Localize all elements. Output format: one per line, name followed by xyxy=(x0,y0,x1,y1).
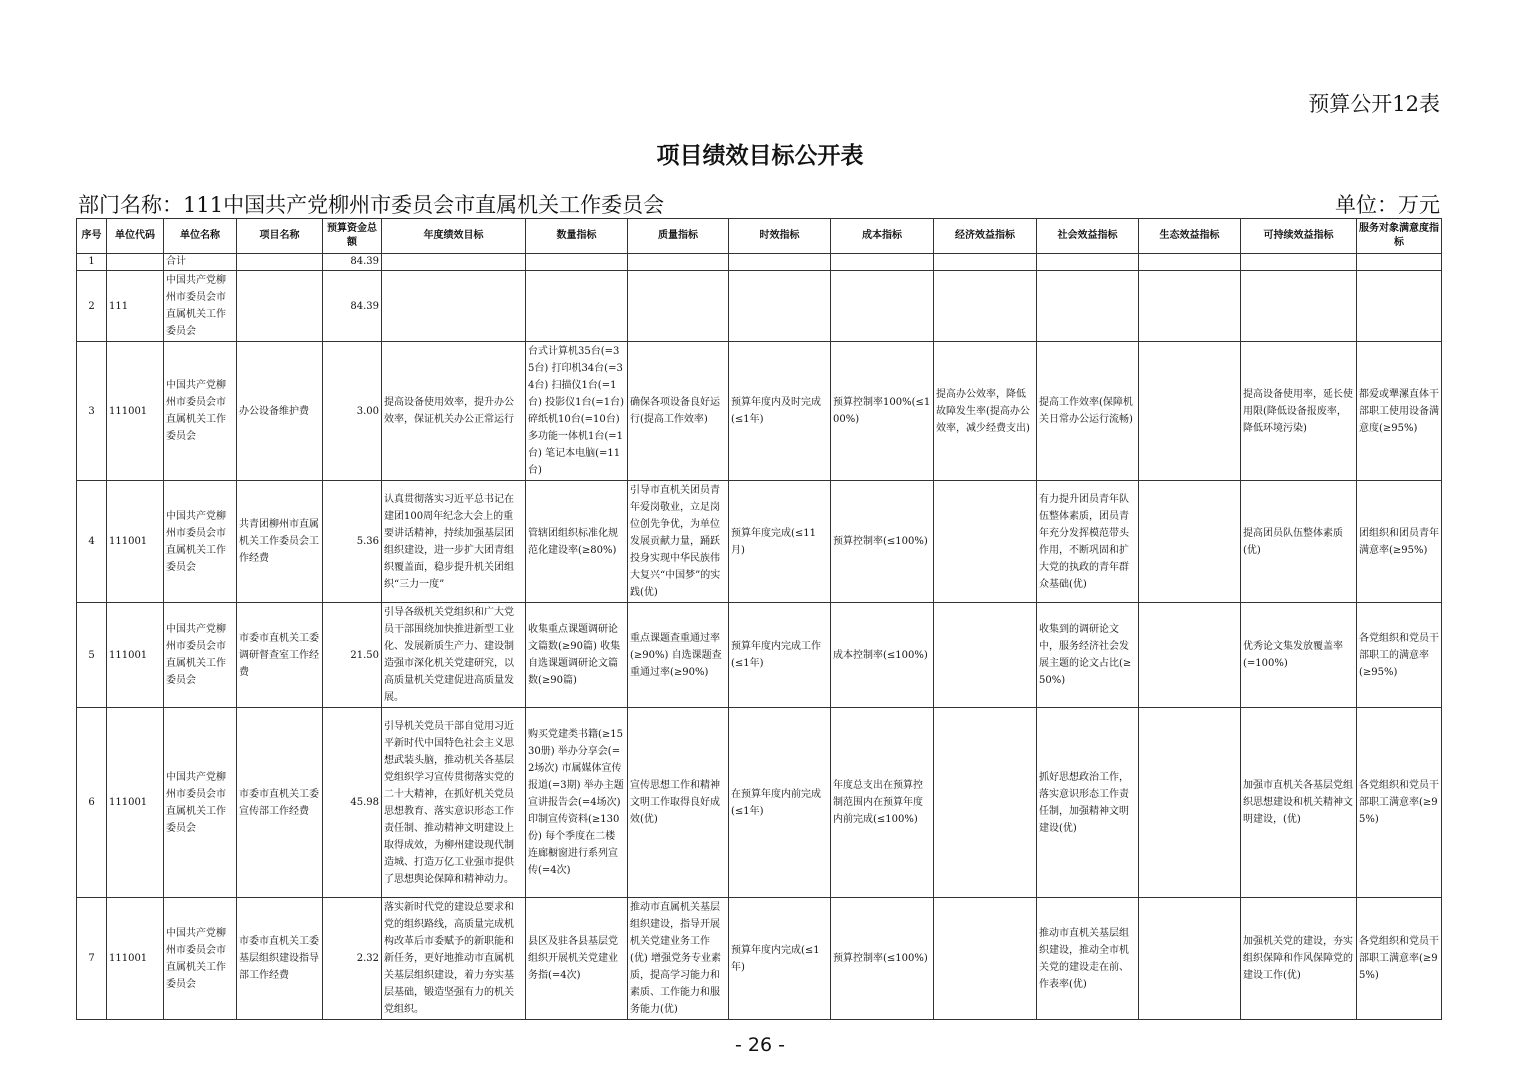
cell-quantity: 收集重点课题调研论文篇数(≥90篇) 收集自选课题调研论文篇数(≥90篇) xyxy=(526,603,628,708)
cell-cost: 成本控制率(≤100%) xyxy=(831,603,934,708)
cell-no: 4 xyxy=(77,481,107,603)
cell-sustainable: 加强市直机关各基层党组织思想建设和机关精神文明建设，(优) xyxy=(1241,708,1357,898)
cell-satisfaction: 各党组织和党员干部职工的满意率(≥95%) xyxy=(1357,603,1442,708)
cell-quantity: 县区及驻各县基层党组织开展机关党建业务指(=4次) xyxy=(526,898,628,1020)
cell-cost: 年度总支出在预算控制范围内在预算年度内前完成(≤100%) xyxy=(831,708,934,898)
cell-no: 2 xyxy=(77,271,107,342)
cell-no: 7 xyxy=(77,898,107,1020)
cell-unit-name: 中国共产党柳州市委员会市直属机关工作委员会 xyxy=(164,481,237,603)
cell-unit-name: 中国共产党柳州市委员会市直属机关工作委员会 xyxy=(164,898,237,1020)
table-row xyxy=(77,254,1442,271)
cell-timeliness: 预算年度内及时完成(≤1年) xyxy=(729,342,831,481)
cell-quantity: 管辖团组织标准化规范化建设率(≥80%) xyxy=(526,481,628,603)
cell-budget: 3.00 xyxy=(323,342,382,481)
cell-project-name: 市委市直机关工委调研督查室工作经费 xyxy=(237,603,323,708)
cell-timeliness: 预算年度内完成工作(≤1年) xyxy=(729,603,831,708)
cell-project-name: 市委市直机关工委基层组织建设指导部工作经费 xyxy=(237,898,323,1020)
column-header: 年度绩效目标 xyxy=(382,219,526,254)
cell-project-name xyxy=(237,254,323,271)
column-header: 单位代码 xyxy=(107,219,164,254)
column-header: 数量指标 xyxy=(526,219,628,254)
cell-quantity: 购买党建类书籍(≥1530册) 举办分享会(=2场次) 市属媒体宣传报道(=3期) 举办主题宣讲报告会(=4场次) 印制宣传资料(≥130份) 每个季度在二楼连廊橱窗进行系列宣传(=4次) xyxy=(526,708,628,898)
cell-social: 抓好思想政治工作，落实意识形态工作责任制，加强精神文明建设(优) xyxy=(1037,708,1139,898)
cell-satisfaction: 各党组织和党员干部职工满意率(≥95%) xyxy=(1357,898,1442,1020)
page-number: - 26 - xyxy=(735,1034,785,1056)
cell-annual-goal: 落实新时代党的建设总要求和党的组织路线，高质量完成机构改革后市委赋予的新职能和新任务，更好地推动市直属机关基层组织建设，着力夯实基层基础，锻造坚强有力的机关党组织。 xyxy=(382,898,526,1020)
column-header: 项目名称 xyxy=(237,219,323,254)
cell-quantity xyxy=(526,271,628,342)
cell-quantity: 台式计算机35台(=35台) 打印机34台(=34台) 扫描仪1台(=1台) 投影仪1台(=1台) 碎纸机10台(=10台) 多功能一体机1台(=1台) 笔记本电脑(=11台) xyxy=(526,342,628,481)
column-header: 经济效益指标 xyxy=(934,219,1037,254)
cell-no: 5 xyxy=(77,603,107,708)
cell-satisfaction: 团组织和团员青年满意率(≥95%) xyxy=(1357,481,1442,603)
table-row xyxy=(77,481,1442,603)
cell-unit-code: 111001 xyxy=(107,603,164,708)
cell-project-name: 办公设备维护费 xyxy=(237,342,323,481)
cell-budget: 84.39 xyxy=(323,271,382,342)
table-row xyxy=(77,898,1442,1020)
cell-sustainable xyxy=(1241,254,1357,271)
cell-no: 3 xyxy=(77,342,107,481)
cell-timeliness: 在预算年度内前完成(≤1年) xyxy=(729,708,831,898)
cell-economic: 提高办公效率，降低故障发生率(提高办公效率，减少经费支出) xyxy=(934,342,1037,481)
cell-no: 1 xyxy=(77,254,107,271)
cell-quantity xyxy=(526,254,628,271)
cell-unit-code: 111001 xyxy=(107,342,164,481)
column-header: 预算资金总额 xyxy=(323,219,382,254)
cell-cost: 预算控制率(≤100%) xyxy=(831,481,934,603)
cell-unit-code: 111 xyxy=(107,271,164,342)
cell-unit-name: 合计 xyxy=(164,254,237,271)
cell-quality xyxy=(628,254,729,271)
cell-quality: 宣传思想工作和精神文明工作取得良好成效(优) xyxy=(628,708,729,898)
unit-label: 单位：万元 xyxy=(1335,193,1440,217)
performance-table xyxy=(76,218,1442,1020)
cell-no: 6 xyxy=(77,708,107,898)
cell-annual-goal xyxy=(382,254,526,271)
cell-ecological xyxy=(1139,708,1241,898)
cell-annual-goal: 认真贯彻落实习近平总书记在建团100周年纪念大会上的重要讲话精神，持续加强基层团组织建设，进一步扩大团青组织覆盖面，稳步提升机关团组织“三力一度” xyxy=(382,481,526,603)
table-header-row xyxy=(77,219,1442,254)
cell-social: 收集到的调研论文中，服务经济社会发展主题的论文占比(≥50%) xyxy=(1037,603,1139,708)
cell-unit-name: 中国共产党柳州市委员会市直属机关工作委员会 xyxy=(164,342,237,481)
cell-ecological xyxy=(1139,603,1241,708)
cell-project-name xyxy=(237,271,323,342)
cell-cost xyxy=(831,271,934,342)
department-name: 部门名称：111中国共产党柳州市委员会市直属机关工作委员会 xyxy=(78,193,665,217)
cell-sustainable: 优秀论文集发放覆盖率(=100%) xyxy=(1241,603,1357,708)
cell-economic xyxy=(934,898,1037,1020)
cell-social xyxy=(1037,254,1139,271)
column-header: 生态效益指标 xyxy=(1139,219,1241,254)
cell-timeliness xyxy=(729,254,831,271)
cell-economic xyxy=(934,708,1037,898)
column-header: 社会效益指标 xyxy=(1037,219,1139,254)
column-header: 服务对象满意度指标 xyxy=(1357,219,1442,254)
column-header: 时效指标 xyxy=(729,219,831,254)
cell-unit-name: 中国共产党柳州市委员会市直属机关工作委员会 xyxy=(164,708,237,898)
cell-annual-goal: 提高设备使用效率，提升办公效率，保证机关办公正常运行 xyxy=(382,342,526,481)
document-title: 项目绩效目标公开表 xyxy=(656,143,864,169)
cell-sustainable: 提高团员队伍整体素质(优) xyxy=(1241,481,1357,603)
table-row xyxy=(77,708,1442,898)
cell-unit-code: 111001 xyxy=(107,708,164,898)
cell-budget: 2.32 xyxy=(323,898,382,1020)
cell-timeliness xyxy=(729,271,831,342)
cell-unit-code: 111001 xyxy=(107,898,164,1020)
cell-cost: 预算控制率100%(≤100%) xyxy=(831,342,934,481)
cell-quality: 确保各项设备良好运行(提高工作效率) xyxy=(628,342,729,481)
cell-unit-code xyxy=(107,254,164,271)
table-number: 预算公开12表 xyxy=(1308,92,1440,116)
table-row xyxy=(77,271,1442,342)
cell-timeliness: 预算年度完成(≤11月) xyxy=(729,481,831,603)
cell-unit-code: 111001 xyxy=(107,481,164,603)
cell-quality: 推动市直属机关基层组织建设，指导开展机关党建业务工作(优) 增强党务专业素质，提高学习能力和素质、工作能力和服务能力(优) xyxy=(628,898,729,1020)
cell-social xyxy=(1037,271,1139,342)
cell-budget: 45.98 xyxy=(323,708,382,898)
cell-unit-name: 中国共产党柳州市委员会市直属机关工作委员会 xyxy=(164,271,237,342)
cell-budget: 21.50 xyxy=(323,603,382,708)
table-row xyxy=(77,342,1442,481)
cell-economic xyxy=(934,254,1037,271)
cell-satisfaction: 都爱或犟漯直体干部职工使用设备满意度(≥95%) xyxy=(1357,342,1442,481)
cell-budget: 5.36 xyxy=(323,481,382,603)
cell-satisfaction xyxy=(1357,271,1442,342)
cell-ecological xyxy=(1139,254,1241,271)
cell-cost: 预算控制率(≤100%) xyxy=(831,898,934,1020)
cell-social: 提高工作效率(保障机关日常办公运行流畅) xyxy=(1037,342,1139,481)
cell-ecological xyxy=(1139,342,1241,481)
column-header: 序号 xyxy=(77,219,107,254)
cell-timeliness: 预算年度内完成(≤1年) xyxy=(729,898,831,1020)
cell-budget: 84.39 xyxy=(323,254,382,271)
cell-quality: 重点课题查重通过率(≥90%) 自选课题查重通过率(≥90%) xyxy=(628,603,729,708)
column-header: 单位名称 xyxy=(164,219,237,254)
cell-project-name: 共青团柳州市直属机关工作委员会工作经费 xyxy=(237,481,323,603)
cell-social: 有力提升团员青年队伍整体素质，团员青年充分发挥模范带头作用，不断巩固和扩大党的执政的青年群众基础(优) xyxy=(1037,481,1139,603)
cell-quality: 引导市直机关团员青年爱岗敬业，立足岗位创先争优，为单位发展贡献力量，踊跃投身实现中华民族伟大复兴“中国梦”的实践(优) xyxy=(628,481,729,603)
cell-sustainable: 提高设备使用率，延长使用限(降低设备报废率，降低环境污染) xyxy=(1241,342,1357,481)
cell-economic xyxy=(934,271,1037,342)
cell-annual-goal xyxy=(382,271,526,342)
cell-ecological xyxy=(1139,898,1241,1020)
cell-satisfaction: 各党组织和党员干部职工满意率(≥95%) xyxy=(1357,708,1442,898)
cell-economic xyxy=(934,603,1037,708)
cell-economic xyxy=(934,481,1037,603)
cell-social: 推动市直机关基层组织建设，推动全市机关党的建设走在前、作表率(优) xyxy=(1037,898,1139,1020)
cell-project-name: 市委市直机关工委宣传部工作经费 xyxy=(237,708,323,898)
column-header: 质量指标 xyxy=(628,219,729,254)
cell-ecological xyxy=(1139,271,1241,342)
cell-sustainable: 加强机关党的建设，夯实组织保障和作风保障党的建设工作(优) xyxy=(1241,898,1357,1020)
cell-satisfaction xyxy=(1357,254,1442,271)
cell-cost xyxy=(831,254,934,271)
column-header: 可持续效益指标 xyxy=(1241,219,1357,254)
cell-ecological xyxy=(1139,481,1241,603)
cell-unit-name: 中国共产党柳州市委员会市直属机关工作委员会 xyxy=(164,603,237,708)
cell-annual-goal: 引导机关党员干部自觉用习近平新时代中国特色社会主义思想武装头脑，推动机关各基层党组织学习宣传贯彻落实党的二十大精神，在抓好机关党员思想教育、落实意识形态工作责任制、推动精神文明建设上取得成效，为柳州建设现代制造城、打造万亿工业强市提供了思想舆论保障和精神动力。 xyxy=(382,708,526,898)
column-header: 成本指标 xyxy=(831,219,934,254)
cell-annual-goal: 引导各级机关党组织和广大党员干部围绕加快推进新型工业化、发展新质生产力、建设制造强市深化机关党建研究，以高质量机关党建促进高质量发展。 xyxy=(382,603,526,708)
table-row xyxy=(77,603,1442,708)
cell-quality xyxy=(628,271,729,342)
cell-sustainable xyxy=(1241,271,1357,342)
